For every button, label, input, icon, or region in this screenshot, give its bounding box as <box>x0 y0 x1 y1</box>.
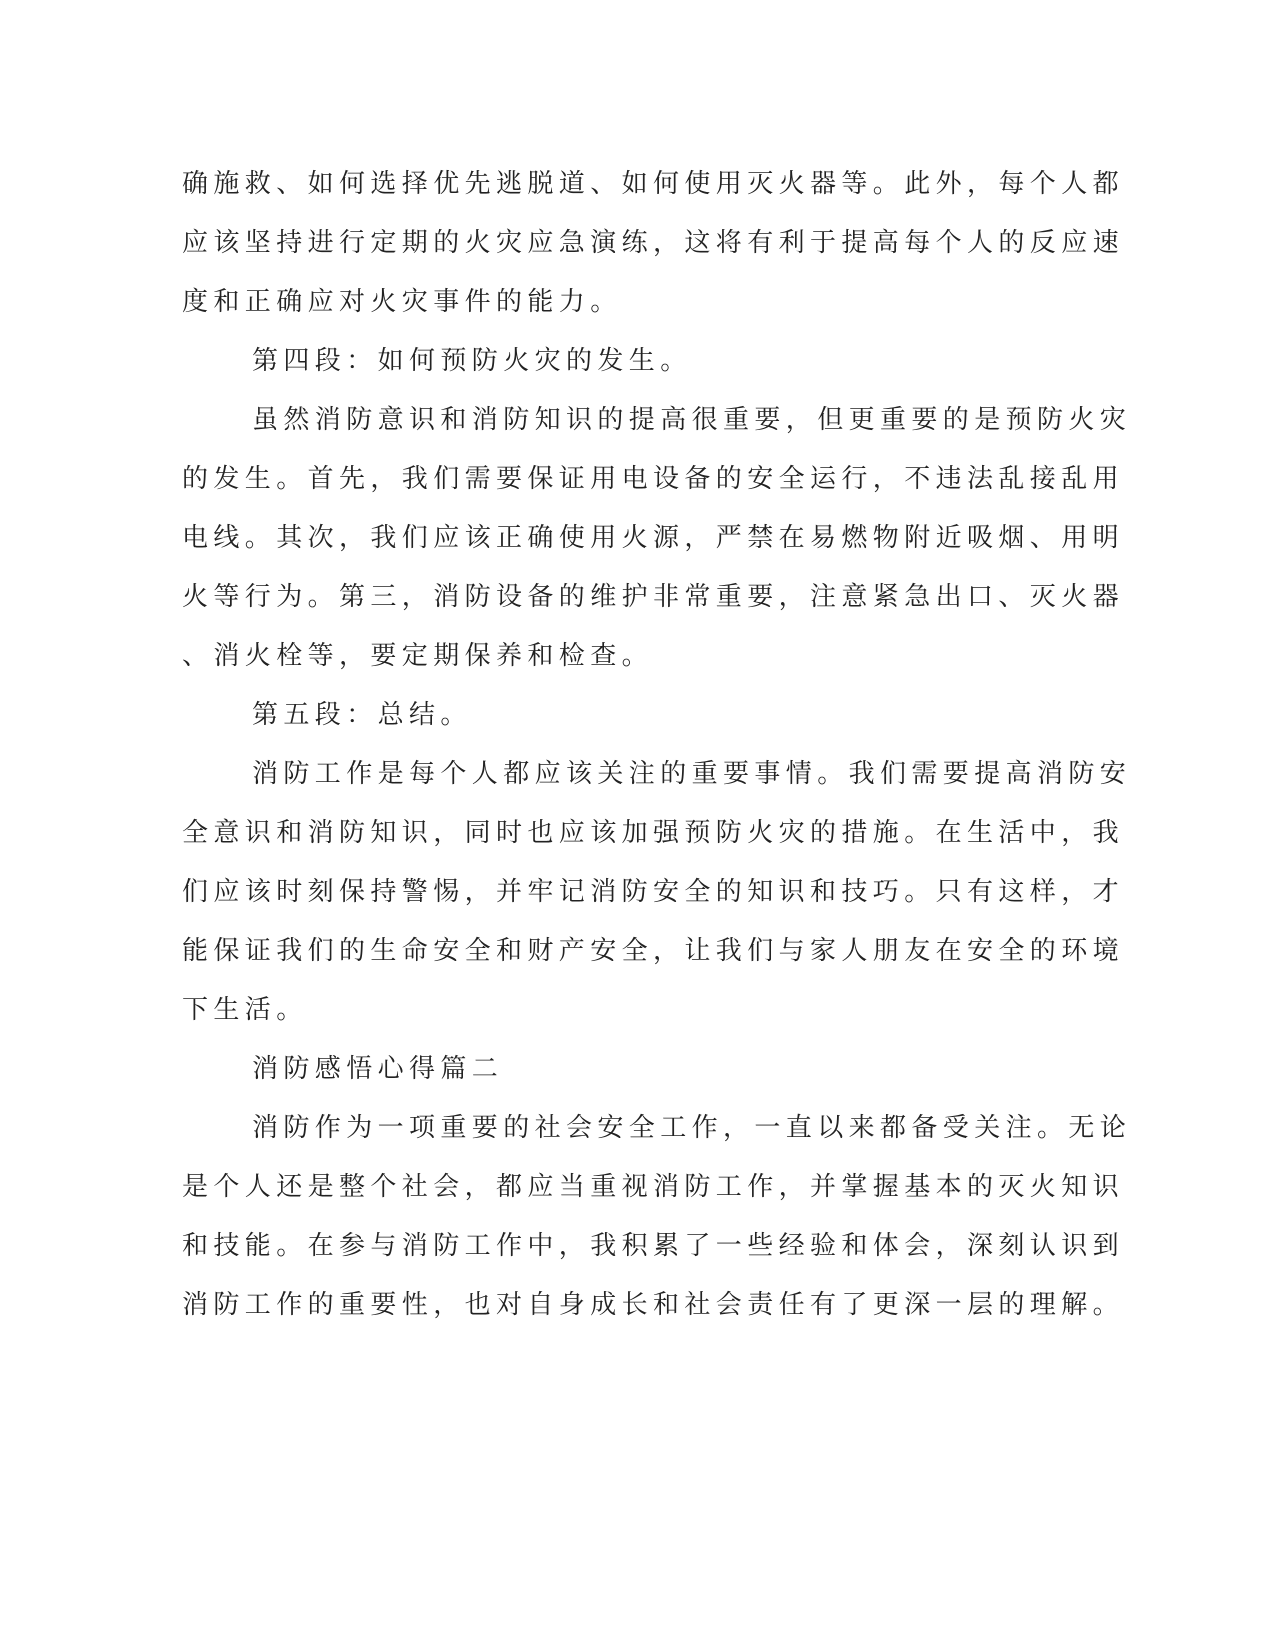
text-line: 们应该时刻保持警惕，并牢记消防安全的知识和技巧。只有这样，才 <box>182 877 1125 907</box>
section-heading: 第四段：如何预防火灾的发生。 <box>252 346 692 376</box>
text-line: 虽然消防意识和消防知识的提高很重要，但更重要的是预防火灾 <box>252 405 1132 435</box>
section-heading: 第五段：总结。 <box>252 700 472 730</box>
text-line: 火等行为。第三，消防设备的维护非常重要，注意紧急出口、灭火器 <box>182 582 1125 612</box>
text-line: 消防工作是每个人都应该关注的重要事情。我们需要提高消防安 <box>252 759 1132 789</box>
text-line: 度和正确应对火灾事件的能力。 <box>182 287 622 317</box>
text-line: 全意识和消防知识，同时也应该加强预防火灾的措施。在生活中，我 <box>182 818 1125 848</box>
text-line: 下生活。 <box>182 995 308 1025</box>
text-line: 、消火栓等，要定期保养和检查。 <box>182 641 654 671</box>
text-line: 和技能。在参与消防工作中，我积累了一些经验和体会，深刻认识到 <box>182 1231 1125 1261</box>
text-line: 是个人还是整个社会，都应当重视消防工作，并掌握基本的灭火知识 <box>182 1172 1125 1202</box>
text-line: 能保证我们的生命安全和财产安全，让我们与家人朋友在安全的环境 <box>182 936 1125 966</box>
text-line: 电线。其次，我们应该正确使用火源，严禁在易燃物附近吸烟、用明 <box>182 523 1125 553</box>
document-body <box>182 155 1132 1335</box>
text-line: 应该坚持进行定期的火灾应急演练，这将有利于提高每个人的反应速 <box>182 228 1125 258</box>
text-line: 消防作为一项重要的社会安全工作，一直以来都备受关注。无论 <box>252 1113 1132 1143</box>
text-line: 的发生。首先，我们需要保证用电设备的安全运行，不违法乱接乱用 <box>182 464 1125 494</box>
section-title: 消防感悟心得篇二 <box>252 1054 504 1084</box>
text-line: 消防工作的重要性，也对自身成长和社会责任有了更深一层的理解。 <box>182 1290 1125 1320</box>
text-line: 确施救、如何选择优先逃脱道、如何使用灭火器等。此外，每个人都 <box>182 169 1125 199</box>
